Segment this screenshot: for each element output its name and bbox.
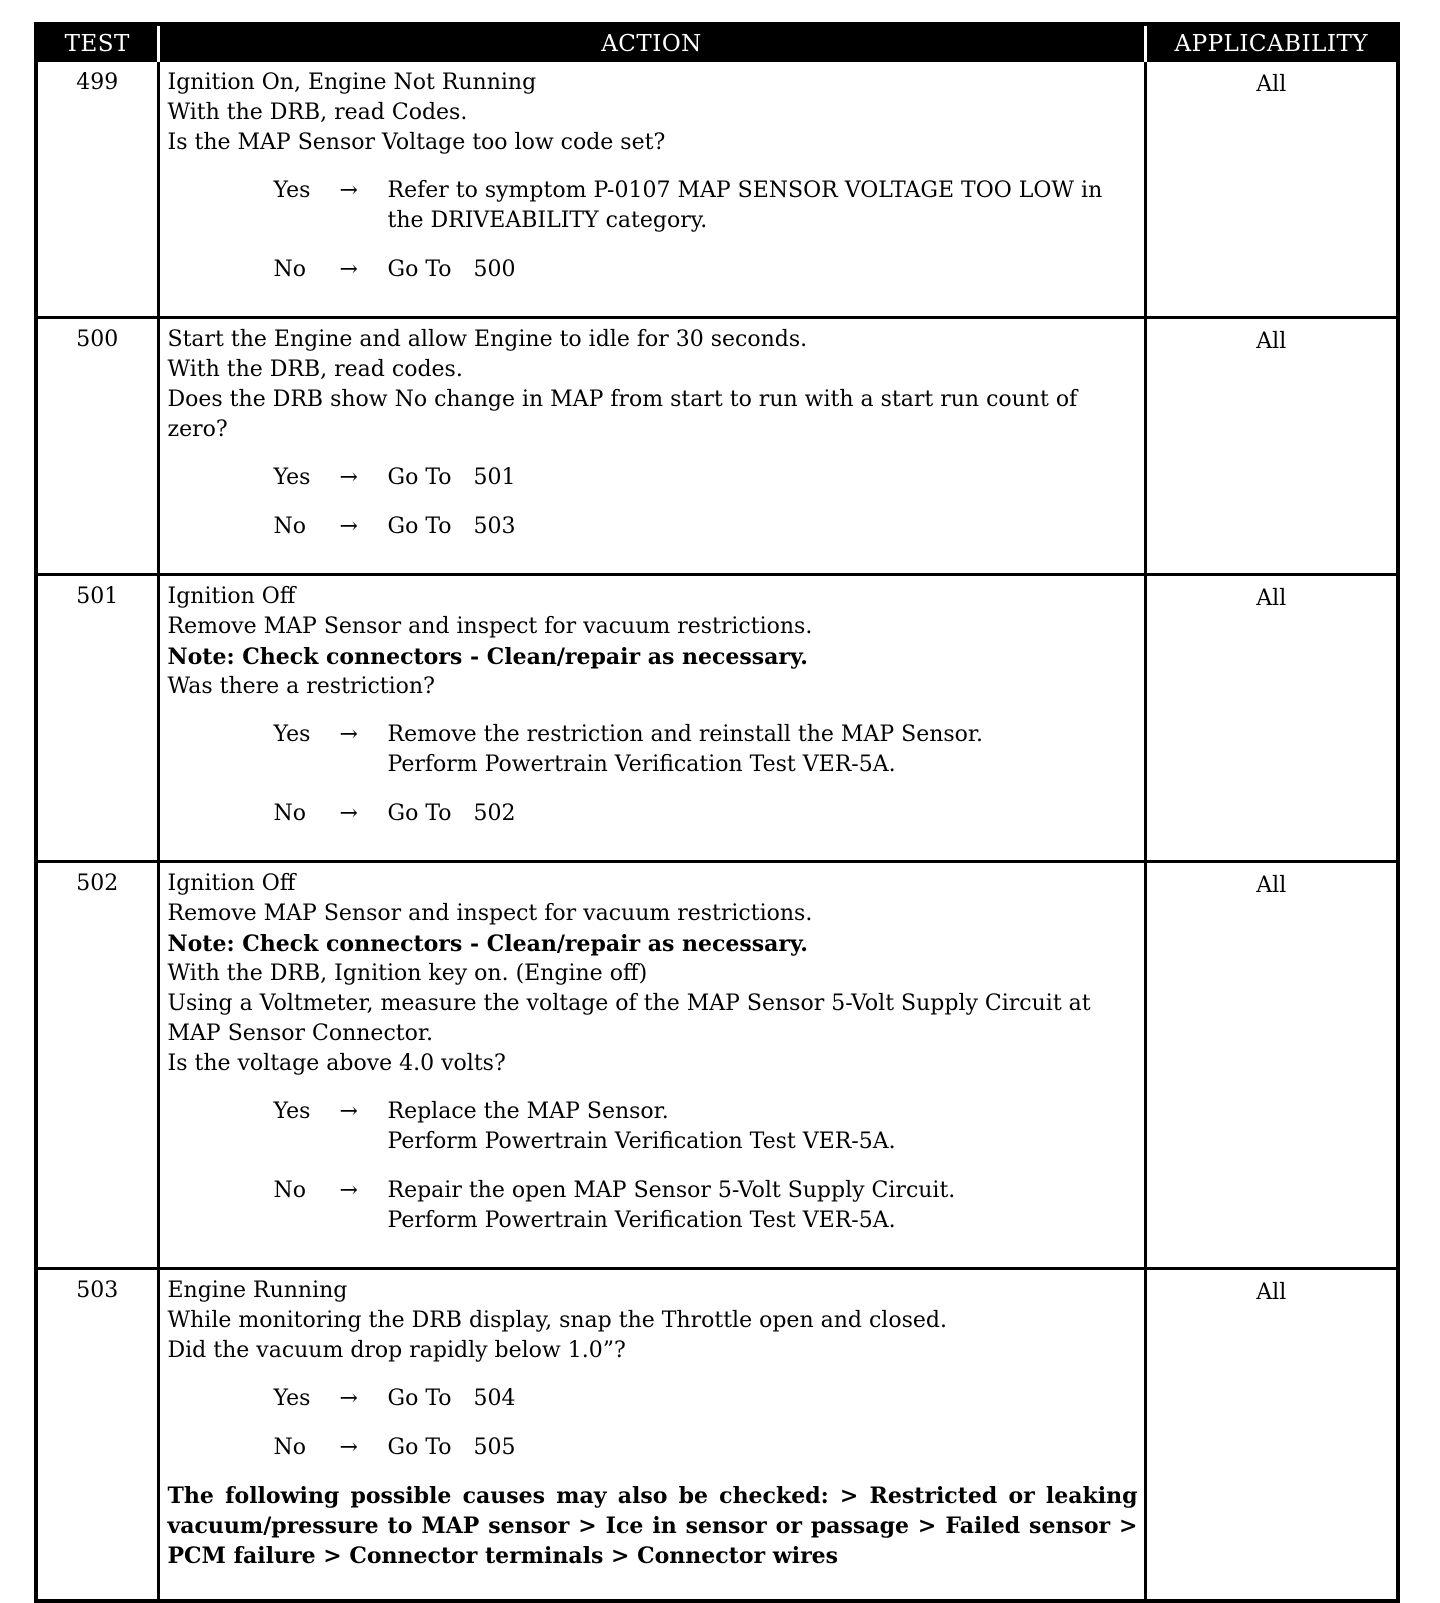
applicability: All	[1145, 575, 1396, 862]
goto-label: Go To	[387, 465, 452, 490]
diagnostic-test-table	[38, 26, 1396, 1599]
arrow-icon: →	[339, 1386, 358, 1411]
header-action: ACTION	[158, 26, 1145, 62]
answers	[168, 176, 1138, 285]
no-answer	[168, 512, 1138, 542]
yes-label: Yes	[273, 1099, 311, 1124]
yes-answer	[168, 463, 1138, 493]
goto-label: Go To	[387, 1386, 452, 1411]
action-cell	[158, 575, 1145, 862]
test-number: 503	[38, 1269, 158, 1600]
test-row-501	[38, 575, 1396, 862]
action-line: Remove MAP Sensor and inspect for vacuum restrictions.	[167, 614, 813, 639]
yes-label: Yes	[273, 722, 311, 747]
possible-causes-note: The following possible causes may also be checked: > Restricted or leaking vacuum/pressure to MAP sensor > Ice in sensor or passage > Failed sensor > PCM failure > Connector terminals > Connector wires	[167, 1483, 1138, 1569]
arrow-icon: →	[339, 514, 358, 539]
answers	[168, 1384, 1138, 1463]
no-label: No	[273, 257, 306, 282]
yes-label: Yes	[273, 178, 311, 203]
note-line: Note: Check connectors - Clean/repair as necessary.	[167, 931, 808, 957]
action-line: Engine Running	[167, 1278, 348, 1303]
action-line: While monitoring the DRB display, snap the Throttle open and closed.	[167, 1308, 947, 1333]
goto-test-number: 503	[473, 514, 516, 539]
applicability: All	[1145, 1269, 1396, 1600]
arrow-icon: →	[339, 722, 358, 747]
answers	[168, 1097, 1138, 1236]
test-number: 499	[76, 70, 119, 95]
yes-result: Refer to symptom P-0107 MAP SENSOR VOLTAGE TOO LOW in the DRIVEABILITY category.	[387, 178, 1103, 233]
test-row-502	[38, 862, 1396, 1269]
action-cell	[158, 318, 1145, 575]
goto-test-number: 505	[473, 1435, 516, 1460]
action-line: Ignition Off	[167, 584, 296, 609]
action-cell	[158, 62, 1145, 318]
yes-answer	[168, 176, 1138, 236]
no-answer	[168, 799, 1138, 829]
yes-result	[388, 720, 1138, 780]
goto-label: Go To	[387, 257, 452, 282]
action-line: Remove MAP Sensor and inspect for vacuum restrictions.	[167, 901, 813, 926]
no-label: No	[273, 1435, 306, 1460]
action-line: Using a Voltmeter, measure the voltage of the MAP Sensor 5-Volt Supply Circuit at MAP Sensor Connector.	[167, 991, 1091, 1046]
arrow-icon: →	[339, 1178, 358, 1203]
yes-label: Yes	[273, 465, 311, 490]
action-line: Ignition Off	[167, 871, 296, 896]
header-test: TEST	[38, 26, 158, 62]
arrow-icon: →	[339, 178, 358, 203]
applicability: All	[1145, 318, 1396, 575]
goto-label: Go To	[387, 514, 452, 539]
goto-test-number: 502	[473, 801, 516, 826]
result-line: Repair the open MAP Sensor 5-Volt Supply Circuit.	[387, 1178, 956, 1203]
yes-result	[388, 1384, 1138, 1414]
test-row-500	[38, 318, 1396, 575]
arrow-icon: →	[339, 1435, 358, 1460]
result-line: Perform Powertrain Verification Test VER-5A.	[387, 1208, 896, 1233]
no-answer	[168, 255, 1138, 285]
yes-label: Yes	[273, 1386, 311, 1411]
yes-answer	[168, 720, 1138, 780]
test-number: 502	[38, 862, 158, 1269]
action-cell	[158, 1269, 1145, 1600]
no-result	[388, 1433, 1138, 1463]
action-line: With the DRB, read Codes.	[167, 100, 468, 125]
test-number: 501	[38, 575, 158, 862]
answers	[168, 463, 1138, 542]
test-row-499	[38, 62, 1396, 318]
arrow-icon: →	[339, 257, 358, 282]
action-line: With the DRB, Ignition key on. (Engine off)	[167, 961, 648, 986]
goto-test-number: 504	[473, 1386, 516, 1411]
no-answer	[168, 1176, 1138, 1236]
action-line: Did the vacuum drop rapidly below 1.0”?	[167, 1338, 626, 1363]
yes-answer	[168, 1384, 1138, 1414]
no-result	[388, 799, 1138, 829]
action-line: Does the DRB show No change in MAP from start to run with a start run count of zero?	[167, 387, 1078, 442]
result-line: Replace the MAP Sensor.	[387, 1099, 669, 1124]
no-answer	[168, 1433, 1138, 1463]
header-applicability: APPLICABILITY	[1145, 26, 1396, 62]
action-line: With the DRB, read codes.	[167, 357, 463, 382]
diagnostic-test-table-frame	[34, 22, 1400, 1603]
yes-result	[388, 463, 1138, 493]
action-line: Is the voltage above 4.0 volts?	[167, 1051, 506, 1076]
answers	[168, 720, 1138, 829]
no-label: No	[273, 1178, 306, 1203]
arrow-icon: →	[339, 1099, 358, 1124]
table-header-row	[38, 26, 1396, 62]
applicability: All	[1145, 62, 1396, 318]
arrow-icon: →	[339, 465, 358, 490]
goto-test-number: 500	[473, 257, 516, 282]
yes-result	[388, 1097, 1138, 1157]
goto-label: Go To	[387, 1435, 452, 1460]
note-line: Note: Check connectors - Clean/repair as necessary.	[167, 644, 808, 670]
no-result	[388, 1176, 1138, 1236]
action-line: Ignition On, Engine Not Running	[167, 70, 537, 95]
goto-label: Go To	[387, 801, 452, 826]
result-line: Perform Powertrain Verification Test VER-5A.	[387, 1129, 896, 1154]
no-label: No	[273, 801, 306, 826]
goto-test-number: 501	[473, 465, 516, 490]
result-line: Remove the restriction and reinstall the MAP Sensor.	[387, 722, 984, 747]
action-line: Start the Engine and allow Engine to idle for 30 seconds.	[167, 327, 808, 352]
arrow-icon: →	[339, 801, 358, 826]
action-line: Was there a restriction?	[167, 674, 435, 699]
no-label: No	[273, 514, 306, 539]
test-row-503	[38, 1269, 1396, 1600]
action-cell	[158, 862, 1145, 1269]
no-result	[388, 512, 1138, 542]
yes-answer	[168, 1097, 1138, 1157]
result-line: Perform Powertrain Verification Test VER-5A.	[387, 752, 896, 777]
action-line: Is the MAP Sensor Voltage too low code set?	[167, 130, 666, 155]
applicability: All	[1145, 862, 1396, 1269]
test-number: 500	[38, 318, 158, 575]
no-result	[388, 255, 1138, 285]
